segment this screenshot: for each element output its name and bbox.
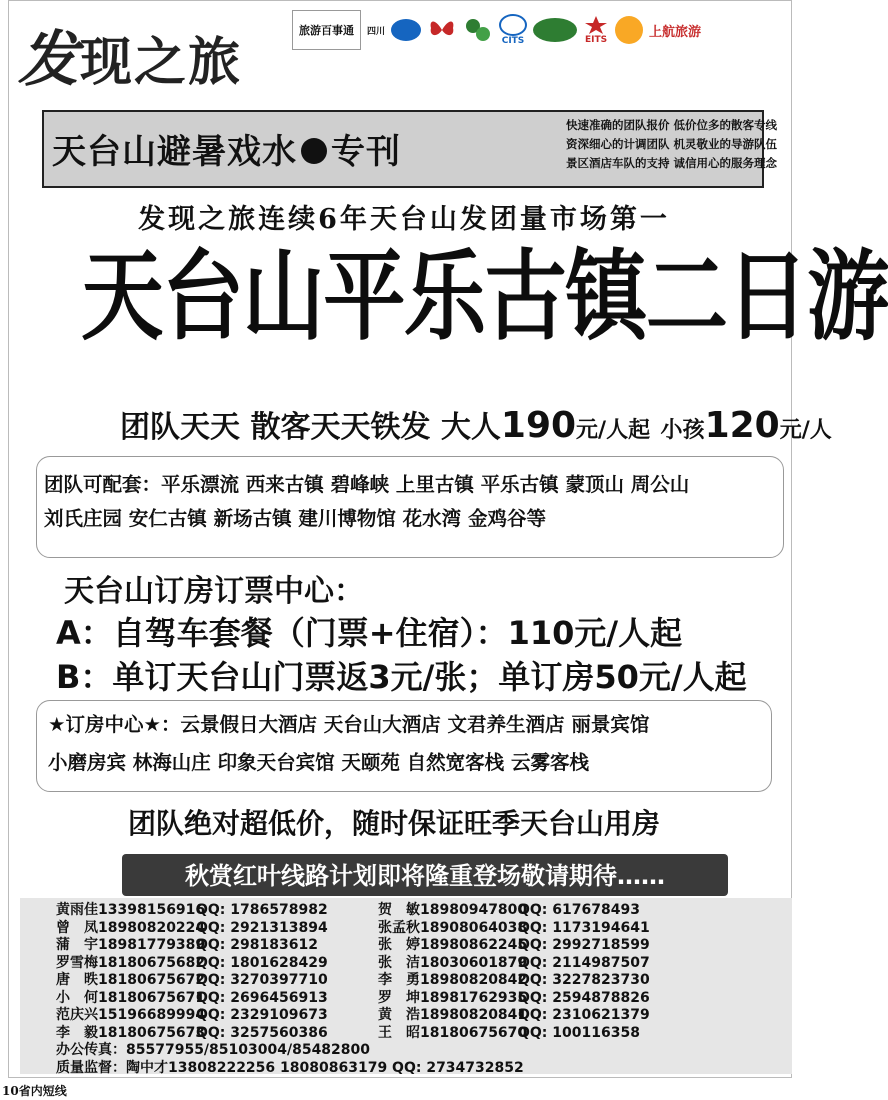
contact-phone: 18980862245 xyxy=(420,937,528,953)
booking-option-a: A：自驾车套餐（门票+住宿）：110元/人起 xyxy=(56,614,683,652)
contact-qq: QQ: 1173194641 xyxy=(518,919,650,936)
contact-name: 曾 凤 xyxy=(56,919,98,936)
quality-supervision: 质量监督：陶中才13808222256 18080863179 QQ: 2734732852 xyxy=(56,1059,524,1076)
contact-phone: 18980820842 xyxy=(420,972,528,988)
green-swirl-logo xyxy=(463,11,493,49)
column-gap xyxy=(364,920,378,938)
brand-logo xyxy=(18,12,242,98)
contact-qq: QQ: 298183612 xyxy=(196,937,318,953)
contact-name: 李 勇 xyxy=(378,972,420,988)
booking-option-b: B：单订天台山门票返3元/张；单订房50元/人起 xyxy=(56,658,747,696)
contact-qq: QQ: 2594878826 xyxy=(518,989,650,1006)
column-gap xyxy=(364,902,378,920)
contact-qq: QQ: 2114987507 xyxy=(518,954,650,971)
hotel-line: 小磨房宾 林海山庄 印象天台宾馆 天颐苑 自然宽客栈 云雾客栈 xyxy=(48,751,589,774)
contact-row xyxy=(56,955,686,973)
contact-row xyxy=(56,1025,686,1043)
contact-phone: 18980820224 xyxy=(98,919,206,936)
adult-price: 190 xyxy=(500,405,577,446)
contact-row xyxy=(56,972,686,990)
cits-logo: CITS xyxy=(499,11,527,49)
slogan-line: 资深细心的计调团队 机灵敬业的导游队伍 xyxy=(566,137,778,151)
contact-name: 唐 昳 xyxy=(56,972,98,988)
contact-phone: 18980820841 xyxy=(420,1007,528,1023)
butterfly-logo xyxy=(427,11,457,49)
autumn-teaser: 秋赏红叶线路计划即将隆重登场敬请期待…… xyxy=(185,862,665,890)
contact-row xyxy=(56,902,686,920)
service-slogans xyxy=(566,116,778,173)
contact-phone: 18180675670 xyxy=(420,1024,528,1041)
contact-phone: 18180675682 xyxy=(98,954,206,971)
column-gap xyxy=(364,1025,378,1043)
contact-qq: QQ: 2696456913 xyxy=(196,989,328,1006)
travel-baishitong-logo: 旅游百事通 xyxy=(292,10,361,50)
contact-phone: 15196689994 xyxy=(98,1007,206,1023)
contact-qq: QQ: 2329109673 xyxy=(196,1007,328,1023)
contact-qq: QQ: 3227823730 xyxy=(518,972,650,988)
contact-qq: QQ: 100116358 xyxy=(518,1024,640,1041)
contact-qq: QQ: 617678493 xyxy=(518,902,640,918)
airline-globe-logo xyxy=(391,11,421,49)
contact-phone: 18180675671 xyxy=(98,989,206,1006)
contact-name: 范庆兴 xyxy=(56,1007,98,1023)
column-gap xyxy=(364,990,378,1008)
contact-row xyxy=(56,990,686,1008)
contact-name: 张孟秋 xyxy=(378,919,420,936)
package-line: 团队可配套：平乐漂流 西来古镇 碧峰峡 上里古镇 平乐古镇 蒙顶山 周公山 xyxy=(44,473,690,496)
contact-qq: QQ: 1801628429 xyxy=(196,954,328,971)
contact-row xyxy=(56,1007,686,1025)
slogan-line: 快速准确的团队报价 低价位多的散客专线 xyxy=(566,118,778,132)
partner-logos xyxy=(292,10,798,50)
contact-name: 李 毅 xyxy=(56,1024,98,1041)
contact-name: 罗雪梅 xyxy=(56,954,98,971)
slogan-line: 景区酒店车队的支持 诚信用心的服务理念 xyxy=(566,156,778,170)
brand-first-char: 发 xyxy=(18,25,80,95)
hotel-line: ★订房中心★：云景假日大酒店 天台山大酒店 文君养生酒店 丽景宾馆 xyxy=(48,713,650,736)
tour-headline: 天台山平乐古镇二日游 xyxy=(81,240,888,354)
office-fax: 办公传真：85577955/85103004/85482800 xyxy=(56,1042,371,1058)
contact-name: 张 婷 xyxy=(378,937,420,953)
contact-phone: 18030601879 xyxy=(420,954,528,971)
page-footer: 10省内短线 xyxy=(2,1084,67,1098)
child-price: 120 xyxy=(704,405,780,446)
contact-qq: QQ: 1786578982 xyxy=(196,902,328,918)
contact-name: 王 昭 xyxy=(378,1024,420,1041)
contact-list xyxy=(56,902,686,1077)
contact-phone: 13398156916 xyxy=(98,902,206,918)
contact-name: 蒲 宇 xyxy=(56,937,98,953)
green-globe-logo xyxy=(533,11,577,49)
contact-name: 黄 浩 xyxy=(378,1007,420,1023)
contact-name: 黄雨佳 xyxy=(56,902,98,918)
contact-qq: QQ: 3257560386 xyxy=(196,1024,328,1041)
contact-name: 张 洁 xyxy=(378,954,420,971)
column-gap xyxy=(364,937,378,955)
contact-qq: QQ: 3270397710 xyxy=(196,972,328,988)
banner-title: 天台山避暑戏水 专刊 xyxy=(52,132,401,172)
contact-phone: 18180675673 xyxy=(98,1024,206,1041)
brand-rest: 现之旅 xyxy=(80,32,243,93)
package-line: 刘氏庄园 安仁古镇 新场古镇 建川博物馆 花水湾 金鸡谷等 xyxy=(44,507,546,530)
hotel-list xyxy=(48,706,772,782)
package-list xyxy=(44,468,784,536)
contact-phone: 18981779389 xyxy=(98,937,206,953)
bullet-dot-icon xyxy=(301,138,327,164)
column-gap xyxy=(364,972,378,990)
contact-phone: 18180675672 xyxy=(98,972,206,988)
contact-qq: QQ: 2310621379 xyxy=(518,1007,650,1023)
sichuan-logo: 四川 xyxy=(367,26,386,37)
column-gap xyxy=(364,955,378,973)
contact-row xyxy=(56,920,686,938)
guarantee-line: 团队绝对超低价，随时保证旺季天台山用房 xyxy=(128,807,661,840)
cartoon-mascot-logo xyxy=(615,11,643,49)
contact-qq: QQ: 2921313894 xyxy=(196,919,328,936)
contact-row xyxy=(56,937,686,955)
eits-star-logo: EITS xyxy=(583,11,609,49)
contact-phone: 18981762935 xyxy=(420,989,528,1006)
contact-phone: 18980947800 xyxy=(420,902,528,918)
booking-center-title: 天台山订房订票中心： xyxy=(64,574,364,609)
contact-phone: 18908064038 xyxy=(420,919,528,936)
sal-tours-logo: 上航旅游 xyxy=(649,24,702,40)
contact-qq: QQ: 2992718599 xyxy=(518,937,650,953)
column-gap xyxy=(364,1007,378,1025)
contact-name: 小 何 xyxy=(56,989,98,1006)
contact-name: 贺 敏 xyxy=(378,902,420,918)
market-rank-line: 发现之旅连续6年天台山发团量市场第一 xyxy=(138,204,670,235)
price-line: 团队天天 散客天天铁发 大人190元/人起 小孩120元/人 xyxy=(120,405,832,446)
contact-name: 罗 坤 xyxy=(378,989,420,1006)
